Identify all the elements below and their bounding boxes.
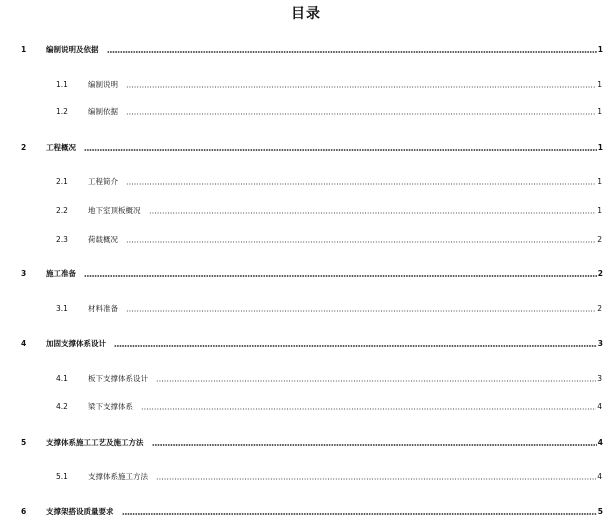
toc-entry-1[interactable] (21, 44, 603, 56)
toc-entry-title: 地下室顶板概况 (88, 206, 141, 215)
toc-entry-number: 1 (21, 45, 27, 54)
toc-entry-page: 1 (597, 206, 602, 215)
toc-entry-4-2[interactable] (56, 401, 602, 413)
toc-entry-page: 1 (597, 80, 602, 89)
toc-entry-4[interactable] (21, 338, 603, 350)
toc-entry-title: 支撑体系施工工艺及施工方法 (46, 438, 144, 447)
toc-entry-2-2[interactable] (56, 205, 602, 217)
toc-entry-number: 5 (21, 438, 27, 447)
toc-entry-title: 板下支撑体系设计 (88, 374, 148, 383)
toc-entry-5[interactable] (21, 437, 603, 449)
toc-entry-number: 2 (21, 143, 27, 152)
toc-entry-6[interactable] (21, 506, 603, 518)
toc-entry-title: 支撑体系施工方法 (88, 472, 148, 481)
toc-entry-number: 3.1 (56, 304, 68, 313)
toc-entry-page: 5 (597, 507, 603, 516)
toc-entry-title: 加固支撑体系设计 (46, 339, 106, 348)
toc-entry-number: 2.3 (56, 235, 68, 244)
dot-leader (126, 113, 596, 115)
toc-entry-page: 1 (597, 143, 603, 152)
dot-leader (114, 345, 597, 347)
toc-entry-2-1[interactable] (56, 176, 602, 188)
toc-entry-title: 支撑架搭设质量要求 (46, 507, 114, 516)
toc-entry-5-1[interactable] (56, 471, 602, 483)
toc-entry-title: 编制说明及依据 (46, 45, 99, 54)
toc-entry-2[interactable] (21, 142, 603, 154)
dot-leader (126, 310, 596, 312)
dot-leader (156, 478, 596, 480)
toc-entry-title: 编制依据 (88, 107, 118, 116)
toc-title: 目录 (291, 6, 321, 22)
toc-entry-page: 3 (597, 374, 602, 383)
toc-entry-title: 工程概况 (46, 143, 76, 152)
toc-entry-number: 6 (21, 507, 27, 516)
toc-entry-2-3[interactable] (56, 234, 602, 246)
dot-leader (122, 513, 597, 515)
toc-entry-page: 1 (597, 107, 602, 116)
dot-leader (126, 86, 596, 88)
toc-entry-1-2[interactable] (56, 106, 602, 118)
toc-entry-page: 2 (597, 269, 603, 278)
dot-leader (149, 212, 597, 214)
toc-entry-3-1[interactable] (56, 303, 602, 315)
toc-entry-number: 4.1 (56, 374, 68, 383)
toc-entry-page: 1 (597, 177, 602, 186)
toc-entry-title: 材料准备 (88, 304, 118, 313)
dot-leader (84, 275, 597, 277)
dot-leader (107, 51, 597, 53)
toc-entry-4-1[interactable] (56, 373, 602, 385)
toc-entry-number: 4 (21, 339, 27, 348)
toc-entry-page: 1 (597, 45, 603, 54)
toc-entry-title: 梁下支撑体系 (88, 402, 133, 411)
toc-entry-number: 1.2 (56, 107, 68, 116)
toc-entry-title: 施工准备 (46, 269, 76, 278)
toc-entry-page: 4 (597, 472, 602, 481)
dot-leader (141, 408, 596, 410)
toc-entry-3[interactable] (21, 268, 603, 280)
toc-entry-number: 5.1 (56, 472, 68, 481)
toc-entry-number: 2.1 (56, 177, 68, 186)
dot-leader (156, 380, 596, 382)
dot-leader (126, 183, 596, 185)
toc-entry-page: 4 (597, 402, 602, 411)
dot-leader (84, 149, 597, 151)
dot-leader (152, 444, 597, 446)
toc-entry-title: 编制说明 (88, 80, 118, 89)
toc-entry-page: 3 (597, 339, 603, 348)
toc-entry-page: 4 (597, 438, 603, 447)
toc-entry-title: 工程简介 (88, 177, 118, 186)
toc-entry-title: 荷载概况 (88, 235, 118, 244)
toc-entry-number: 4.2 (56, 402, 68, 411)
dot-leader (126, 241, 596, 243)
toc-entry-number: 1.1 (56, 80, 68, 89)
toc-entry-1-1[interactable] (56, 79, 602, 91)
toc-entry-page: 2 (597, 304, 602, 313)
toc-entry-page: 2 (597, 235, 602, 244)
toc-entry-number: 2.2 (56, 206, 68, 215)
toc-entry-number: 3 (21, 269, 27, 278)
